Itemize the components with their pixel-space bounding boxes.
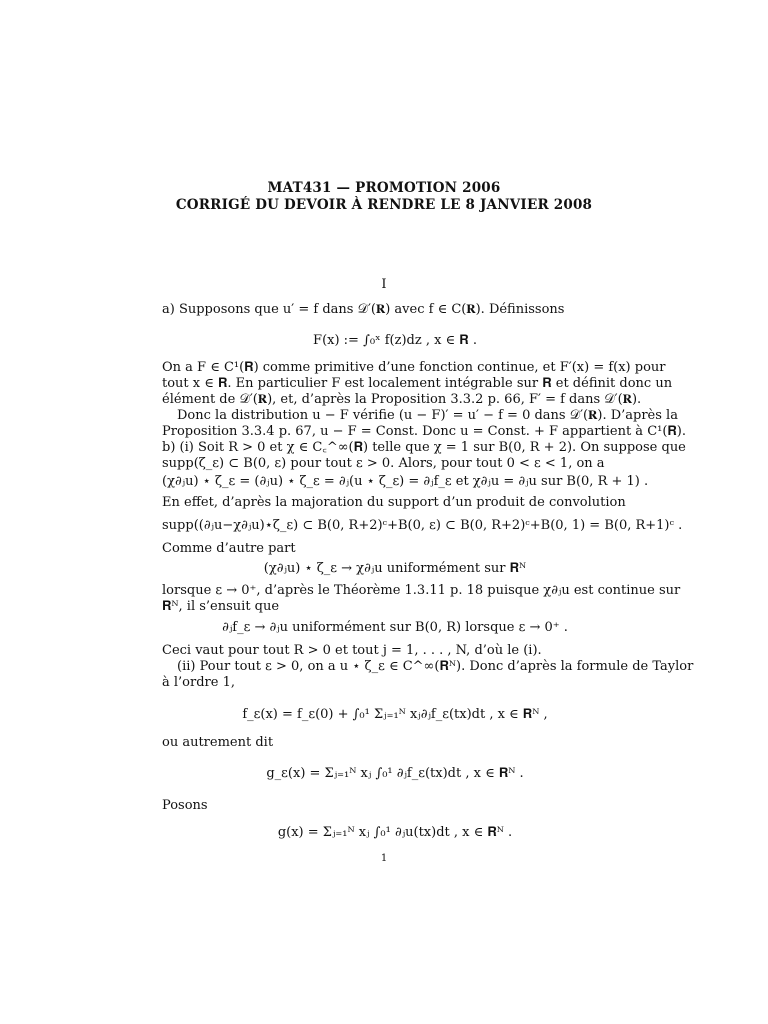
paragraph-line: supp(ζ_ε) ⊂ B(0, ε) pour tout ε > 0. Alors, pour tout 0 < ε < 1, on a: [162, 456, 605, 471]
paragraph-line: b) (i) Soit R > 0 et χ ∈ C꜀^∞(𝐑) telle que χ = 1 sur B(0, R + 2). On suppose que: [162, 440, 686, 455]
paragraph-line: (ii) Pour tout ε > 0, on a u ⋆ ζ_ε ∈ C^∞(𝐑ᴺ). Donc d’après la formule de Taylor: [177, 659, 694, 674]
paragraph-line: lorsque ε → 0⁺, d’après le Théorème 1.3.11 p. 18 puisque χ∂ⱼu est continue sur: [162, 583, 681, 598]
paragraph-line: On a F ∈ C¹(𝐑) comme primitive d’une fonction continue, et F′(x) = f(x) pour: [162, 360, 666, 375]
paragraph-line: ou autrement dit: [162, 735, 274, 750]
display-equation: F(x) := ∫₀ˣ f(z)dz , x ∈ 𝐑 .: [313, 333, 477, 348]
paragraph-line: Ceci vaut pour tout R > 0 et tout j = 1, . . . , N, d’où le (i).: [162, 643, 542, 658]
paragraph-line: a) Supposons que u′ = f dans 𝒟′(𝐑) avec f ∈ C(𝐑). Définissons: [162, 302, 565, 317]
page-number: 1: [380, 853, 388, 864]
paragraph-line: élément de 𝒟′(𝐑), et, d’après la Proposition 3.3.2 p. 66, F′ = f dans 𝒟′(𝐑).: [162, 392, 642, 407]
paragraph-line: tout x ∈ 𝐑. En particulier F est localement intégrable sur 𝐑 et définit donc un: [162, 376, 673, 391]
display-equation: g_ε(x) = Σⱼ₌₁ᴺ xⱼ ∫₀¹ ∂ⱼf_ε(tx)dt , x ∈ 𝐑ᴺ .: [266, 766, 524, 781]
document-title-line2: CORRIGÉ DU DEVOIR À RENDRE LE 8 JANVIER 2008: [175, 197, 593, 213]
paragraph-line: Proposition 3.3.4 p. 67, u − F = Const. Donc u = Const. + F appartient à C¹(𝐑).: [162, 424, 687, 439]
display-equation: supp((∂ⱼu−χ∂ⱼu)⋆ζ_ε) ⊂ B(0, R+2)ᶜ+B(0, ε) ⊂ B(0, R+2)ᶜ+B(0, 1) = B(0, R+1)ᶜ .: [162, 518, 683, 533]
section-heading: I: [381, 277, 387, 292]
paragraph-line: En effet, d’après la majoration du support d’un produit de convolution: [162, 495, 626, 510]
paragraph-line: 𝐑ᴺ, il s’ensuit que: [162, 599, 280, 614]
paragraph-line: à l’ordre 1,: [162, 675, 235, 690]
display-equation: (χ∂ⱼu) ⋆ ζ_ε = (∂ⱼu) ⋆ ζ_ε = ∂ⱼ(u ⋆ ζ_ε) = ∂ⱼf_ε et χ∂ⱼu = ∂ⱼu sur B(0, R + 1) .: [162, 474, 649, 489]
display-equation: ∂ⱼf_ε → ∂ⱼu uniformément sur B(0, R) lorsque ε → 0⁺ .: [222, 620, 568, 635]
document-title-line1: MAT431 — PROMOTION 2006: [267, 180, 501, 196]
display-equation: (χ∂ⱼu) ⋆ ζ_ε → χ∂ⱼu uniformément sur 𝐑ᴺ: [263, 561, 527, 576]
paragraph-line: Donc la distribution u − F vérifie (u − F)′ = u′ − f = 0 dans 𝒟′(𝐑). D’après la: [177, 408, 678, 423]
display-equation: g(x) = Σⱼ₌₁ᴺ xⱼ ∫₀¹ ∂ⱼu(tx)dt , x ∈ 𝐑ᴺ .: [277, 825, 513, 840]
paragraph-line: Posons: [162, 798, 208, 813]
display-equation: f_ε(x) = f_ε(0) + ∫₀¹ Σⱼ₌₁ᴺ xⱼ∂ⱼf_ε(tx)dt , x ∈ 𝐑ᴺ ,: [242, 707, 548, 722]
paragraph-line: Comme d’autre part: [162, 541, 296, 556]
